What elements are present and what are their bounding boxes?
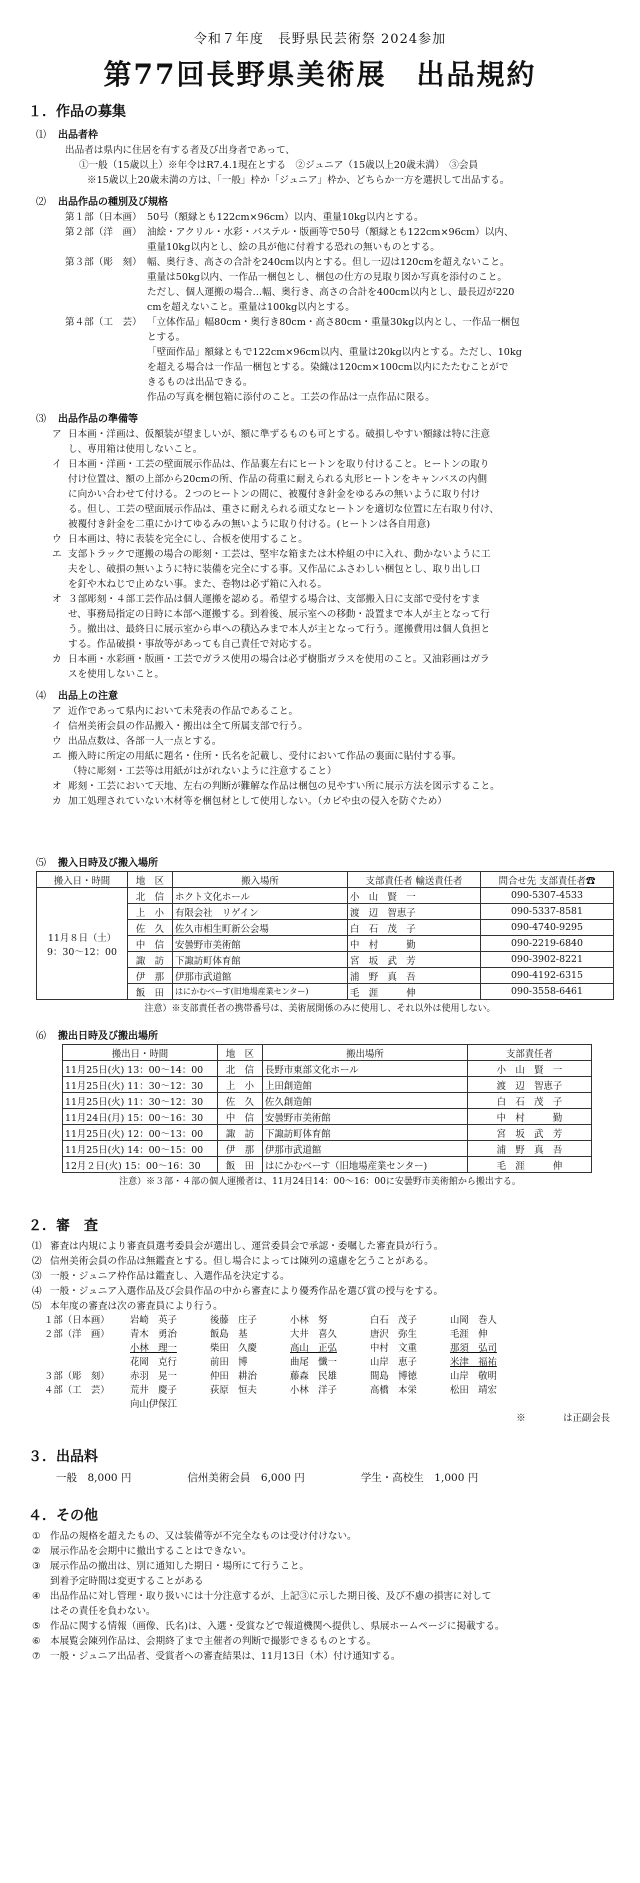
judge-name: 向山伊保江 [130, 1399, 177, 1410]
cell-manager: 毛 涯 伸 [348, 984, 481, 1000]
cell-district: 佐 久 [128, 920, 173, 936]
item-text: 展示作品を会期中に撤出することはできない。 [50, 1546, 252, 1557]
item-line: 出品点数は、各部一人一点とする。 [68, 736, 222, 747]
item-marker: ② [32, 1546, 41, 1557]
item-text [68, 592, 622, 652]
cell-district: 上 小 [218, 1077, 263, 1093]
cell-datetime: 11月25日(火) 11：30～12：30 [63, 1093, 218, 1109]
item-marker: ⑴ [32, 1241, 42, 1252]
cell-datetime: 11月25日(火) 11：30～12：30 [63, 1077, 218, 1093]
judge-division [44, 1398, 130, 1412]
cell-manager: 小 山 賢 一 [468, 1061, 592, 1077]
item-text: 出品作品に対し管理・取り扱いには十分注意するが、上記③に示した期日後、及び不慮の損害に対して [50, 1591, 492, 1602]
judge-name: 仲田 耕治 [210, 1371, 257, 1382]
list-item [52, 457, 622, 532]
sub-3-title: ⑶ 出品作品の準備等 [36, 414, 138, 425]
cell-manager: 宮 坂 武 芳 [468, 1125, 592, 1141]
carry-in-table [36, 871, 614, 1000]
item-line: 日本画は、特に表装を完全にし、合板を使用すること。 [68, 534, 308, 545]
judge-row [44, 1384, 530, 1398]
cell-manager: 中 村 勤 [348, 936, 481, 952]
item-text: 到着予定時間は変更することがある [50, 1576, 204, 1587]
list-item [52, 719, 622, 734]
item-line: （特に彫刻・工芸等は用紙がはがれないように注意すること） [68, 766, 337, 777]
section-4-title: ４．その他 [28, 1508, 98, 1524]
item-text: 作品に関する情報（画像、氏名)は、入選・受賞などで報道機関へ提供し、県展ホームページに掲載する。 [50, 1621, 505, 1632]
table-row [63, 1157, 592, 1173]
item-marker: ⑷ [32, 1286, 42, 1297]
judge-name: 曲尾 懺一 [290, 1357, 337, 1368]
sub-4-body [52, 704, 622, 809]
cell-manager: 浦 野 真 吾 [348, 968, 481, 984]
item-marker [32, 1574, 50, 1589]
cell-place: 長野市東部文化ホール [263, 1061, 468, 1077]
fee-member: 信州美術会員 6,000 円 [187, 1472, 305, 1484]
cell-manager: 渡 辺 智恵子 [348, 904, 481, 920]
item-marker: ④ [32, 1591, 41, 1602]
item-marker: カ [52, 654, 62, 665]
item-marker: ア [52, 706, 62, 717]
item-marker: オ [52, 781, 62, 792]
col-header: 地 区 [218, 1045, 263, 1061]
list-item [52, 547, 622, 592]
sub-2-title: ⑵ 出品作品の種別及び規格 [36, 197, 168, 208]
cell-phone: 090-2219-6840 [481, 936, 614, 952]
item-text [68, 794, 622, 809]
cell-datetime: 11月25日(火) 14：00～15：00 [63, 1141, 218, 1157]
table-row [63, 1125, 592, 1141]
judge-name: 後藤 庄子 [210, 1315, 257, 1326]
item-line: 日本画・洋画・工芸の壁面展示作品は、作品裏左右にヒートンを取り付けること。ヒートンの取り [68, 459, 490, 470]
list-item [52, 652, 622, 682]
judge-division: １部（日本画） [44, 1315, 110, 1326]
judge-division [44, 1342, 130, 1356]
judge-division: ３部（彫 刻） [44, 1371, 110, 1382]
item-text: 展示作品の撤出は、別に通知した期日・場所にて行うこと。 [50, 1561, 310, 1572]
cell-manager: 白 石 茂 子 [468, 1093, 592, 1109]
fees [56, 1470, 640, 1485]
fee-student: 学生・高校生 1,000 円 [360, 1472, 479, 1484]
item-marker: ⑤ [32, 1621, 41, 1632]
item-text [68, 719, 622, 734]
judge-name [450, 1398, 530, 1412]
item-line: 夫をし、破損の無いように特に装備を完全にする事。又作品にふさわしい梱包とし、取り出し口 [68, 564, 481, 575]
cell-district: 諏 訪 [218, 1125, 263, 1141]
cell-place: 伊那市武道館 [173, 968, 348, 984]
judge-name: 青木 勇治 [130, 1329, 177, 1340]
item-line: 日本画・水彩画・版画・工芸でガラス使用の場合は必ず樹脂ガラスを使用のこと。又油彩画はガラ [68, 654, 490, 665]
judge-name: 藤森 民雄 [290, 1371, 337, 1382]
item-marker: イ [52, 721, 62, 732]
item-line: 付け位置は、額の上部から20cmの所、作品の荷重に耐えられる丸形ヒートンをキャンバスの内側 [68, 474, 487, 485]
judge-name [370, 1398, 450, 1412]
sub-6-title: ⑹ 搬出日時及び搬出場所 [36, 1031, 158, 1042]
item-text [68, 652, 622, 682]
item-line: ３部彫刻・４部工芸作品は個人運搬を認める。希望する場合は、支部搬入日に支部で受付をすま [68, 594, 481, 605]
item-line: う。撤出は、最終日に展示室から車への積込みまで本人が主となって行う。運搬費用は個人負担と [68, 624, 491, 635]
list-item [32, 1649, 622, 1664]
judge-name [210, 1398, 290, 1412]
item-marker: ⑶ [32, 1271, 42, 1282]
judge-name: 荻原 恒夫 [210, 1385, 257, 1396]
item-text [68, 779, 622, 794]
item-text [68, 532, 622, 547]
judge-name: 唐沢 弥生 [370, 1329, 417, 1340]
cell-district: 中 信 [128, 936, 173, 952]
cell-phone: 090-5337-8581 [481, 904, 614, 920]
judge-division [44, 1356, 130, 1370]
cell-district: 北 信 [128, 888, 173, 904]
cell-phone: 090-3902-8221 [481, 952, 614, 968]
list-item [52, 427, 622, 457]
judge-name: 大井 喜久 [290, 1329, 337, 1340]
carry-in-date-time [37, 888, 128, 1000]
judge-row [44, 1398, 530, 1412]
judges-legend: ※ は正副会長 [516, 1413, 610, 1424]
judge-name: 松田 靖宏 [450, 1385, 497, 1396]
cell-place: はにかむべーす（旧地場産業センター) [263, 1157, 468, 1173]
cell-place: 佐久創造館 [263, 1093, 468, 1109]
list-item [32, 1544, 622, 1559]
section-1-title: １．作品の募集 [28, 104, 126, 120]
item-marker: ③ [32, 1561, 41, 1572]
list-item [32, 1574, 622, 1589]
item-text: 信州美術会員の作品は無鑑査とする。但し場合によっては陳列の遠慮を乞うことがある。 [50, 1256, 434, 1267]
item-marker: ア [52, 429, 62, 440]
cell-manager: 毛 涯 伸 [468, 1157, 592, 1173]
judge-name: 間島 博徳 [370, 1371, 417, 1382]
judge-row [44, 1356, 530, 1370]
cell-district: 伊 那 [218, 1141, 263, 1157]
review-items [32, 1239, 622, 1314]
cell-place: ホクト文化ホール [173, 888, 348, 904]
carry-in-time: 9：30～12：00 [47, 946, 117, 958]
cell-place: 伊那市武道館 [263, 1141, 468, 1157]
item-text: 作品の規格を超えたもの、又は装備等が不完全なものは受け付けない。 [50, 1531, 357, 1542]
item-marker: イ [52, 459, 62, 470]
item-text: 本年度の審査は次の審査員により行う。 [50, 1301, 223, 1312]
list-item [52, 592, 622, 652]
item-line: る。但し、工芸の壁面展示作品は、重さに耐えられる頑丈なヒートンを適切な位置に左右取り付け、 [68, 504, 499, 515]
item-line: する。作品破損・事故等があっても自己責任で対応する。 [68, 639, 318, 650]
cell-district: 伊 那 [128, 968, 173, 984]
list-item [32, 1269, 622, 1284]
item-marker: ① [32, 1531, 41, 1542]
col-header: 搬出場所 [263, 1045, 468, 1061]
item-text: 一般・ジュニア枠作品は鑑査し、入選作品を決定する。 [50, 1271, 290, 1282]
item-line: 被覆付き針金を二重にかけてゆるみの無いように取り付ける。(ヒートンは各自用意) [68, 519, 431, 530]
list-item [32, 1284, 622, 1299]
list-item [52, 704, 622, 719]
cell-manager: 渡 辺 智恵子 [468, 1077, 592, 1093]
judge-name: 荒井 慶子 [130, 1385, 177, 1396]
judge-name: 山岸 恵子 [370, 1357, 417, 1368]
item-text: 一般・ジュニア出品者、受賞者への審査結果は、11月13日（木）付け通知する。 [50, 1651, 401, 1662]
list-item [52, 749, 622, 779]
section-3-title: ３．出品料 [28, 1449, 98, 1465]
item-marker: ⑸ [32, 1301, 42, 1312]
cell-phone: 090-4740-9295 [481, 920, 614, 936]
item-marker: ⑥ [32, 1636, 41, 1647]
item-text [68, 749, 622, 779]
cell-district: 諏 訪 [128, 952, 173, 968]
sub-1-title: ⑴ 出品者枠 [36, 130, 98, 141]
item-marker: エ [52, 751, 62, 762]
item-line: スを使用しないこと。 [68, 669, 164, 680]
item-marker: エ [52, 549, 62, 560]
col-header: 支部責任者 [468, 1045, 592, 1061]
cell-phone: 090-4192-6315 [481, 968, 614, 984]
table-row [63, 1061, 592, 1077]
judge-division: ２部（洋 画） [44, 1329, 110, 1340]
sub-3-body [52, 427, 622, 682]
item-line: を釘や木ねじで止めない事。また、巻物は必ず箱に入れる。 [68, 579, 328, 590]
page-title: 第77回長野県美術展 出品規約 [103, 58, 537, 91]
judge-name: 赤羽 晃一 [130, 1371, 177, 1382]
cell-place: 有限会社 リゲイン [173, 904, 348, 920]
item-text: 一般・ジュニア入選作品及び会員作品の中から審査により優秀作品を選び賞の授与をする。 [50, 1286, 444, 1297]
item-marker: カ [52, 796, 62, 807]
table-row [63, 1077, 592, 1093]
item-text: はその責任を負わない。 [50, 1606, 156, 1617]
judge-name: 飯島 基 [210, 1329, 248, 1340]
judge-name [290, 1398, 370, 1412]
item-text [68, 427, 622, 457]
cell-district: 上 小 [128, 904, 173, 920]
col-header: 支部責任者 輸送責任者 [348, 872, 481, 888]
item-marker: ⑦ [32, 1651, 41, 1662]
list-item [32, 1619, 622, 1634]
table-row [63, 1109, 592, 1125]
carry-out-note: 注意）※３部・４部の個人運搬者は、11月24日14：00～16：00に安曇野市美術館から搬出する。 [119, 1177, 521, 1187]
list-item [32, 1239, 622, 1254]
cell-phone: 090-5307-4533 [481, 888, 614, 904]
item-text [68, 734, 622, 749]
item-line: に向かい合わせて付ける。２つのヒートンの間に、被覆付き針金をゆるみの無いように取り付け [68, 489, 481, 500]
cell-place: 安曇野市美術館 [263, 1109, 468, 1125]
judge-name: 高山 正弘 [290, 1343, 337, 1354]
cell-district: 北 信 [218, 1061, 263, 1077]
list-item [32, 1634, 622, 1649]
sub-1-body: 出品者は県内に住居を有する者及び出身者であって、 ①一般（15歳以上）※年令はR7.4.1現在とする ②ジュニア（15歳以上20歳未満） ③会員 ※15歳以上20歳未満の方は、「一般」枠か「ジュニア」枠か、どちらか一方を選択して出品する。 [65, 145, 510, 186]
judge-name: 花岡 克行 [130, 1357, 177, 1368]
col-header: 問合せ先 支部責任者☎ [481, 872, 614, 888]
judge-name: 小林 努 [290, 1315, 328, 1326]
cell-district: 飯 田 [128, 984, 173, 1000]
cell-district: 中 信 [218, 1109, 263, 1125]
item-line: 彫刻・工芸において天地、左右の判断が難解な作品は梱包の見やすい所に展示方法を図示すること。 [68, 781, 500, 792]
cell-datetime: 12月２日(火) 15：00～16：30 [63, 1157, 218, 1173]
item-text [68, 704, 622, 719]
judge-name: 高橋 本栄 [370, 1385, 417, 1396]
col-header: 地 区 [128, 872, 173, 888]
item-line: 加工処理されていない木材等を梱包材として使用しない。（カビや虫の侵入を防ぐため） [68, 796, 447, 807]
section-2-title: ２．審 査 [28, 1218, 98, 1234]
judge-row [44, 1314, 530, 1328]
judge-name: 白石 茂子 [370, 1315, 417, 1326]
cell-place: 佐久市相生町新公会場 [173, 920, 348, 936]
other-items [32, 1529, 622, 1664]
item-line: 日本画・洋画は、仮額装が望ましいが、額に準ずるものも可とする。破損しやすい額縁は特に注意 [68, 429, 491, 440]
cell-place: 下諏訪町体育館 [263, 1125, 468, 1141]
fee-general: 一般 8,000 円 [56, 1472, 132, 1484]
list-item [52, 779, 622, 794]
judge-name: 岩崎 英子 [130, 1315, 177, 1326]
item-line: 近作であって県内において未発表の作品であること。 [68, 706, 299, 717]
header-subtitle: 令和７年度 長野県民芸術祭 2024参加 [193, 32, 447, 47]
judge-name: 中村 文重 [370, 1343, 417, 1354]
cell-manager: 白 石 茂 子 [348, 920, 481, 936]
col-header: 搬入日・時間 [37, 872, 128, 888]
judge-name: 前田 博 [210, 1357, 248, 1368]
item-marker: オ [52, 594, 62, 605]
judge-name: 山岸 敬明 [450, 1371, 497, 1382]
cell-district: 飯 田 [218, 1157, 263, 1173]
cell-manager: 宮 坂 武 芳 [348, 952, 481, 968]
judge-name: 柴田 久慶 [210, 1343, 257, 1354]
judge-row [44, 1370, 530, 1384]
col-header: 搬入場所 [173, 872, 348, 888]
item-line: し、専用箱は使用しないこと。 [68, 444, 203, 455]
item-line: せ、事務局指定の日時に本部へ運搬する。到着後、展示室への移動・設置まで本人が主となって行 [68, 609, 490, 620]
cell-manager: 小 山 賢 一 [348, 888, 481, 904]
carry-in-note: 注意）※支部責任者の携帯番号は、美術展開係のみに使用し、それ以外は使用しない。 [144, 1004, 496, 1014]
item-marker: ウ [52, 736, 62, 747]
judge-name: 山岡 巻人 [450, 1315, 497, 1326]
cell-district: 佐 久 [218, 1093, 263, 1109]
judges-list [44, 1314, 640, 1426]
sub-4-title: ⑷ 出品上の注意 [36, 691, 118, 702]
sub-5-title: ⑸ 搬入日時及び搬入場所 [36, 858, 158, 869]
item-marker [32, 1604, 50, 1619]
list-item [32, 1254, 622, 1269]
cell-datetime: 11月24日(月) 15：00～16：30 [63, 1109, 218, 1125]
list-item [32, 1604, 622, 1619]
judge-name: 毛涯 伸 [450, 1329, 488, 1340]
list-item [52, 734, 622, 749]
list-item [32, 1559, 622, 1574]
cell-place: はにかむべーす(旧地場産業センター) [173, 984, 348, 1000]
judge-division: ４部（工 芸） [44, 1385, 110, 1396]
item-marker: ⑵ [32, 1256, 42, 1267]
item-line: 搬入時に所定の用紙に題名・住所・氏名を記載し、受付において作品の裏面に貼付する事。 [68, 751, 462, 762]
list-item [32, 1529, 622, 1544]
sub-2-body: 第１部（日本画） 50号（額縁とも122cm×96cm）以内、重量10kg以内とする。 第２部（洋 画） 油絵・アクリル・水彩・パステル・版画等で50号（額縁とも122cm×96cm）以内、 重量10kg以内とし、絵の具が他に付着する恐れの無いものとする。 第３部（彫 刻） 幅、奥行き、高さの合計を240cm以内とする。但し一辺は120cmを超えないこと。 重量は50kg以内、一作品一梱包とし、梱包の仕方の見取り図か写真を添付のこと。 ただし、個人運搬の場合…幅、奥行き、高さの合計を400cm以内とし、最長辺が220 cmを超えないこと。重量は100kg以内とする。 第４部（工 芸） 「立体作品」幅80cm・奥行き80cm・高さ80cm・重量30kg以内とし、一作品一梱包 とする。 「壁面作品」額縁ともで122cm×96cm以内、重量は20kg以内とする。ただし、10kg を超える場合は一作品一梱包とする。染織は120cm×100cm以内にたたむことがで きるものは出品できる。 作品の写真を梱包箱に添付のこと。工芸の作品は一点作品に限る。 [65, 212, 522, 403]
item-line: 支部トラックで運搬の場合の彫刻・工芸は、堅牢な箱または木枠組の中に入れ、動かないように工 [68, 549, 491, 560]
item-text: 本展覧会陳列作品は、会期終了まで主催者の判断で撮影できるものとする。 [50, 1636, 377, 1647]
judge-name: 小林 理一 [130, 1343, 177, 1354]
cell-datetime: 11月25日(火) 12：00～13：00 [63, 1125, 218, 1141]
item-text: 審査は内規により審査員選考委員会が選出し、運営委員会で承認・委嘱した審査員が行う。 [50, 1241, 444, 1252]
list-item [32, 1299, 622, 1314]
cell-manager: 中 村 勤 [468, 1109, 592, 1125]
cell-datetime: 11月25日(火) 13：00～14：00 [63, 1061, 218, 1077]
cell-place: 安曇野市美術館 [173, 936, 348, 952]
judge-name: 那須 弘司 [450, 1343, 497, 1354]
item-marker: ウ [52, 534, 62, 545]
table-row [63, 1093, 592, 1109]
cell-place: 上田創造館 [263, 1077, 468, 1093]
list-item [52, 794, 622, 809]
cell-phone: 090-3558-6461 [481, 984, 614, 1000]
item-text [68, 547, 622, 592]
judge-row [44, 1328, 530, 1342]
cell-manager: 浦 野 真 吾 [468, 1141, 592, 1157]
table-row [63, 1141, 592, 1157]
judge-row [44, 1342, 530, 1356]
list-item [52, 532, 622, 547]
list-item [32, 1589, 622, 1604]
table-row [37, 888, 614, 904]
item-text [68, 457, 622, 532]
col-header: 搬出日・時間 [63, 1045, 218, 1061]
item-line: 信州美術会員の作品搬入・搬出は全て所属支部で行う。 [68, 721, 308, 732]
judge-name: 小林 洋子 [290, 1385, 337, 1396]
cell-place: 下諏訪町体育館 [173, 952, 348, 968]
carry-in-date: 11月８日（土） [47, 932, 117, 944]
carry-out-table [62, 1044, 592, 1173]
judge-name: 米津 福祐 [450, 1357, 497, 1368]
